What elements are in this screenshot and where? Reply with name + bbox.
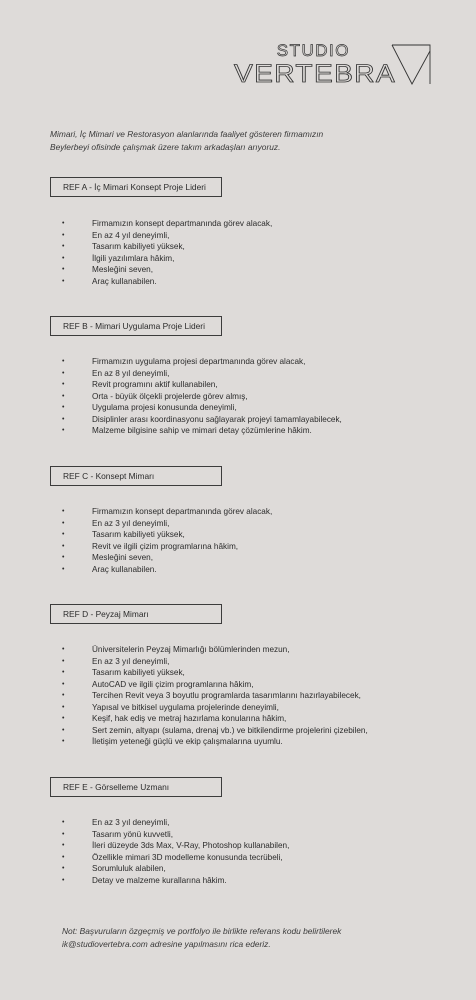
note-line-2 <box>62 938 402 951</box>
ref-e-requirements <box>62 817 462 886</box>
application-note <box>62 925 402 950</box>
ref-d-header: REF D - Peyzaj Mimarı <box>50 604 222 624</box>
list-item: • Uygulama projesi konusunda deneyimli, <box>62 402 462 414</box>
list-item: • Firmamızın konsept departmanında görev alacak, <box>62 506 462 518</box>
intro-line-2: Beylerbeyi ofisinde çalışmak üzere takım arkadaşları arıyoruz. <box>50 142 281 152</box>
ref-a-header: REF A - İç Mimari Konsept Proje Lideri <box>50 177 222 197</box>
logo-vertebra-text: VERTEBRA <box>234 60 396 88</box>
contact-email-link[interactable]: ik@studiovertebra.com <box>62 938 148 949</box>
list-item: • Detay ve malzeme kurallarına hâkim. <box>62 875 462 887</box>
logo-studio-text: STUDIO <box>276 41 350 60</box>
studio-vertebra-logo <box>232 40 432 88</box>
ref-c-header: REF C - Konsept Mimarı <box>50 466 222 486</box>
list-item: • Keşif, hak ediş ve metraj hazırlama konularına hâkim, <box>62 713 462 725</box>
list-item: • Tasarım kabiliyeti yüksek, <box>62 667 462 679</box>
list-item: • Disiplinler arası koordinasyonu sağlayarak projeyi tamamlayabilecek, <box>62 414 462 426</box>
note-line-1: Not: Başvuruların özgeçmiş ve portfolyo ile birlikte referans kodu belirtilerek <box>62 926 342 936</box>
list-item: • Revit ve ilgili çizim programlarına hâkim, <box>62 541 462 553</box>
list-item: • Tasarım yönü kuvvetli, <box>62 829 462 841</box>
intro-line-1: Mimari, İç Mimari ve Restorasyon alanlarında faaliyet gösteren firmamızın <box>50 129 324 139</box>
list-item: • Araç kullanabilen. <box>62 564 462 576</box>
list-item: • Üniversitelerin Peyzaj Mimarlığı bölümlerinden mezun, <box>62 644 462 656</box>
list-item: • Özellikle mimari 3D modelleme konusunda tecrübeli, <box>62 852 462 864</box>
list-item: • Firmamızın konsept departmanında görev alacak, <box>62 218 462 230</box>
list-item: • İleri düzeyde 3ds Max, V-Ray, Photoshop kullanabilen, <box>62 840 462 852</box>
logo-v-mark <box>392 45 430 84</box>
list-item: • Tasarım kabiliyeti yüksek, <box>62 241 462 253</box>
list-item: • Tasarım kabiliyeti yüksek, <box>62 529 462 541</box>
list-item: • En az 3 yıl deneyimli, <box>62 518 462 530</box>
list-item: • Revit programını aktif kullanabilen, <box>62 379 462 391</box>
list-item: • En az 8 yıl deneyimli, <box>62 368 462 380</box>
list-item: • Sert zemin, altyapı (sulama, drenaj vb.) ve bitkilendirme projelerini çizebilen, <box>62 725 462 737</box>
list-item: • Orta - büyük ölçekli projelerde görev almış, <box>62 391 462 403</box>
list-item: • En az 4 yıl deneyimli, <box>62 230 462 242</box>
list-item: • Araç kullanabilen. <box>62 276 462 288</box>
list-item: • En az 3 yıl deneyimli, <box>62 656 462 668</box>
list-item: • Firmamızın uygulama projesi departmanında görev alacak, <box>62 356 462 368</box>
ref-c-requirements <box>62 506 462 575</box>
ref-b-header: REF B - Mimari Uygulama Proje Lideri <box>50 316 222 336</box>
ref-d-requirements <box>62 644 462 748</box>
logo-mark <box>232 40 432 88</box>
ref-a-requirements <box>62 218 462 287</box>
list-item: • Sorumluluk alabilen, <box>62 863 462 875</box>
intro-text <box>50 128 380 154</box>
list-item: • Yapısal ve bitkisel uygulama projelerinde deneyimli, <box>62 702 462 714</box>
list-item: • Tercihen Revit veya 3 boyutlu programlarda tasarımlarını hazırlayabilecek, <box>62 690 462 702</box>
ref-b-requirements <box>62 356 462 437</box>
list-item: • Malzeme bilgisine sahip ve mimari detay çözümlerine hâkim. <box>62 425 462 437</box>
list-item: • İlgili yazılımlara hâkim, <box>62 253 462 265</box>
list-item: • En az 3 yıl deneyimli, <box>62 817 462 829</box>
list-item: • AutoCAD ve ilgili çizim programlarına hâkim, <box>62 679 462 691</box>
logo-corner-mark <box>392 45 430 84</box>
note-line-2-text: adresine yapılmasını rica ederiz. <box>147 938 271 949</box>
list-item: • Mesleğini seven, <box>62 264 462 276</box>
list-item: • Mesleğini seven, <box>62 552 462 564</box>
list-item: • İletişim yeteneği güçlü ve ekip çalışmalarına uyumlu. <box>62 736 462 748</box>
ref-e-header: REF E - Görselleme Uzmanı <box>50 777 222 797</box>
